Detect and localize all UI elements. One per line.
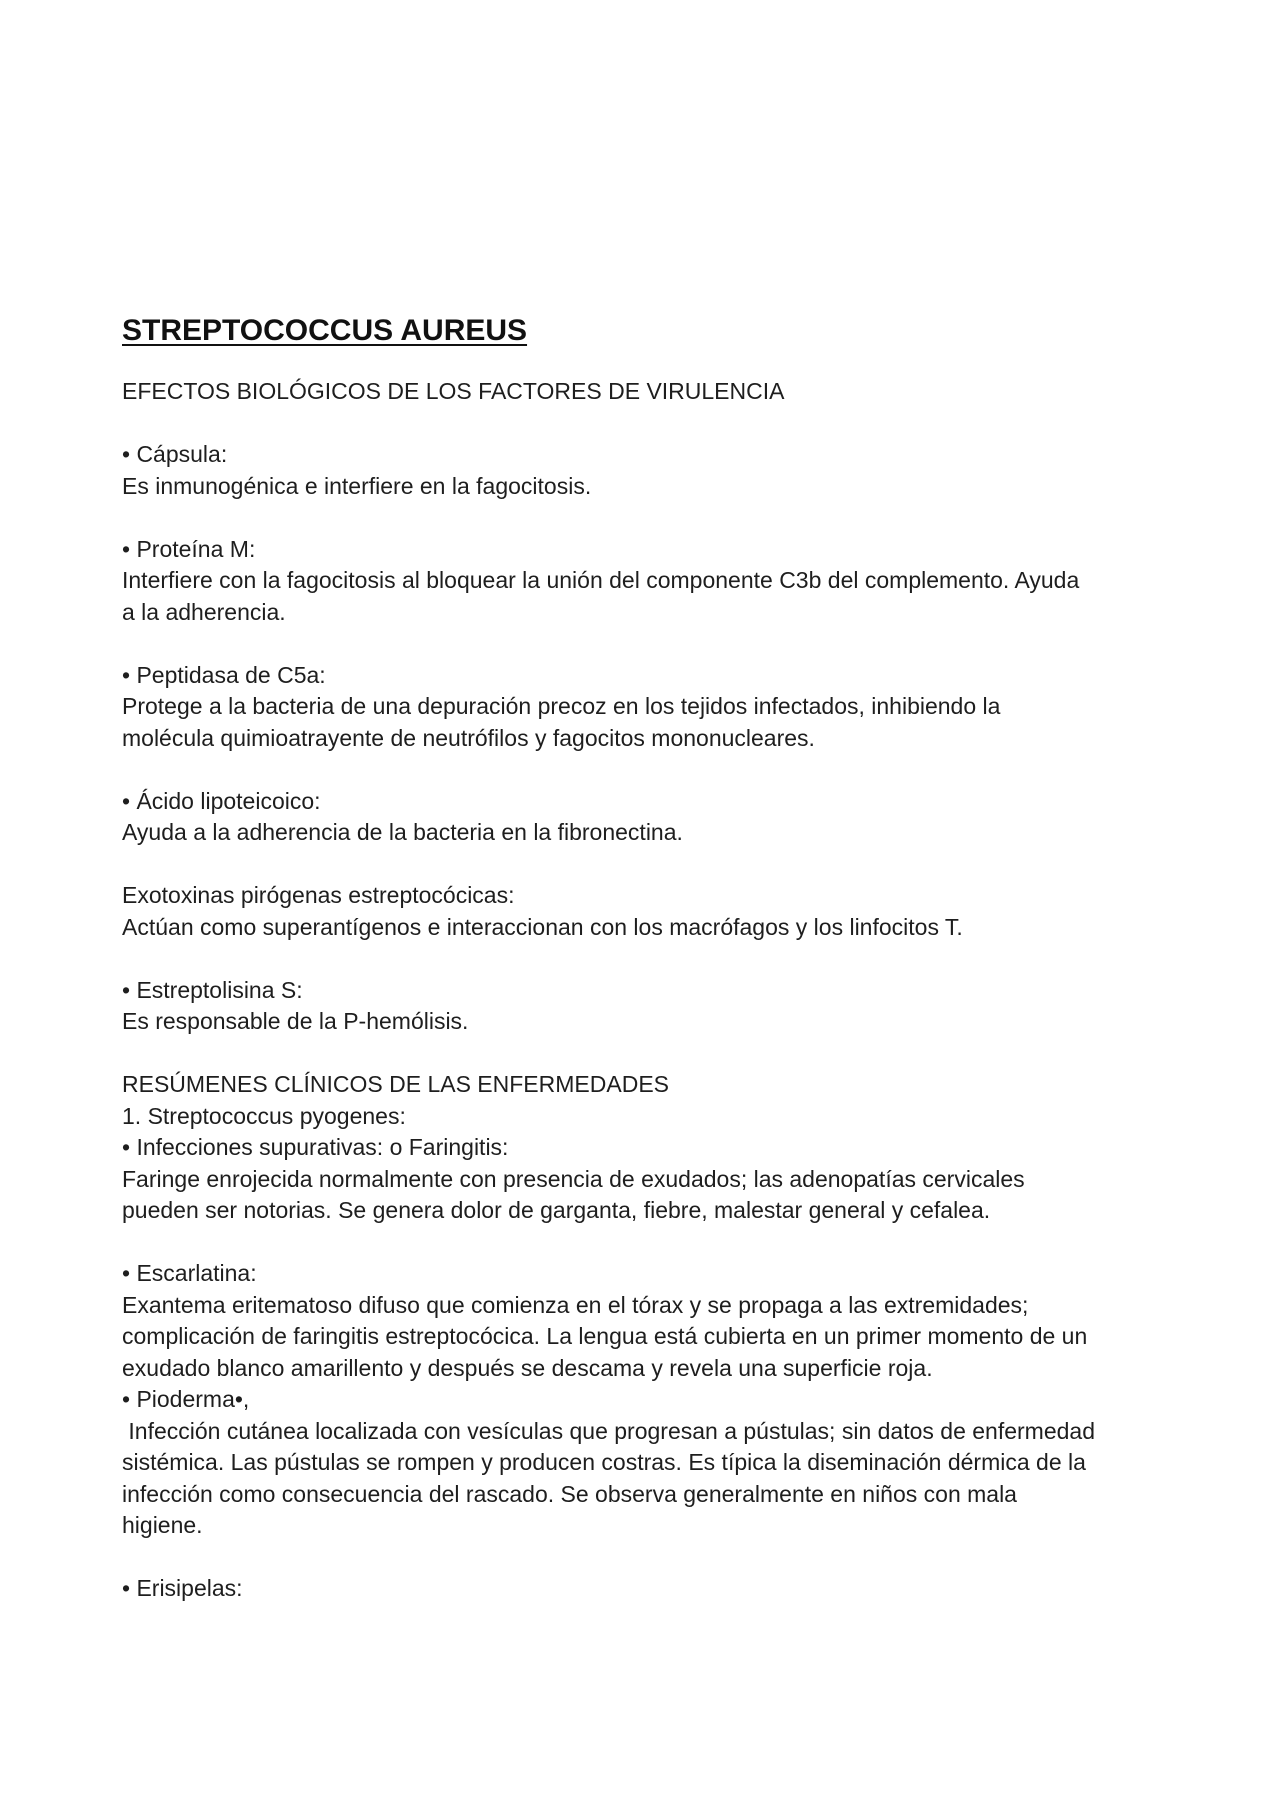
item-text-proteina-m-line: a la adherencia.: [122, 598, 286, 625]
item-text-peptidasa-line: Protege a la bacteria de una depuración precoz en los tejidos infectados, inhibiendo la: [122, 693, 1001, 719]
item-text-pioderma-line: Infección cutánea localizada con vesículas que progresan a pústulas; sin datos de enfermedad: [122, 1417, 1096, 1444]
section-heading-virulence: EFECTOS BIOLÓGICOS DE LOS FACTORES DE VIRULENCIA: [122, 378, 785, 404]
document-title: STREPTOCOCCUS AUREUS: [122, 314, 528, 347]
spacer: [122, 628, 1152, 660]
item-text-pioderma-line: infección como consecuencia del rascado. Se observa generalmente en niños con mala: [122, 1480, 1017, 1507]
item-text-estreptolisina: Es responsable de la P-hemólisis.: [122, 1008, 469, 1034]
spacer: [122, 1038, 1152, 1070]
item-text-faringitis-line: pueden ser notorias. Se genera dolor de garganta, fiebre, malestar general y cefalea.: [122, 1197, 991, 1223]
item-label-proteina-m: • Proteína M:: [122, 535, 256, 562]
item-text-exotoxinas: Actúan como superantígenos e interaccionan con los macrófagos y los linfocitos T.: [122, 913, 963, 940]
subheading-pyogenes: 1. Streptococcus pyogenes:: [122, 1102, 406, 1129]
item-text-capsula: Es inmunogénica e interfiere en la fagocitosis.: [122, 472, 592, 499]
item-label-pioderma: • Pioderma•,: [122, 1386, 250, 1412]
item-text-pioderma-line: higiene.: [122, 1512, 203, 1538]
item-label-peptidasa: • Peptidasa de C5a:: [122, 661, 326, 688]
item-text-escarlatina-line: exudado blanco amarillento y después se descama y revela una superficie roja.: [122, 1354, 933, 1381]
item-label-escarlatina: • Escarlatina:: [122, 1260, 257, 1286]
spacer: [122, 754, 1152, 786]
spacer: [122, 943, 1152, 975]
item-label-capsula: • Cápsula:: [122, 441, 228, 467]
item-text-escarlatina-line: Exantema eritematoso difuso que comienza en el tórax y se propaga a las extremidades;: [122, 1291, 1029, 1318]
item-text-proteina-m-line: Interfiere con la fagocitosis al bloquear la unión del componente C3b del complemento. Ayuda: [122, 567, 1080, 593]
section-heading-clinical: RESÚMENES CLÍNICOS DE LAS ENFERMEDADES: [122, 1071, 670, 1097]
spacer: [122, 1227, 1152, 1259]
item-label-erisipelas: • Erisipelas:: [122, 1575, 243, 1601]
item-label-acido: • Ácido lipoteicoico:: [122, 787, 321, 814]
item-label-faringitis: • Infecciones supurativas: o Faringitis:: [122, 1134, 509, 1160]
item-text-peptidasa-line: molécula quimioatrayente de neutrófilos y fagocitos mononucleares.: [122, 724, 815, 751]
spacer: [122, 849, 1152, 881]
item-text-acido: Ayuda a la adherencia de la bacteria en la fibronectina.: [122, 819, 683, 845]
spacer: [122, 1542, 1152, 1574]
document-page: [122, 309, 1152, 1605]
item-text-pioderma-line: sistémica. Las pústulas se rompen y producen costras. Es típica la diseminación dérmica de la: [122, 1449, 1086, 1475]
item-text-faringitis-line: Faringe enrojecida normalmente con presencia de exudados; las adenopatías cervicales: [122, 1165, 1025, 1192]
item-label-estreptolisina: • Estreptolisina S:: [122, 976, 303, 1003]
item-text-escarlatina-line: complicación de faringitis estreptocócica. La lengua está cubierta en un primer momento de un: [122, 1323, 1088, 1349]
spacer: [122, 408, 1152, 440]
item-label-exotoxinas: Exotoxinas pirógenas estreptocócicas:: [122, 882, 515, 908]
spacer: [122, 502, 1152, 534]
